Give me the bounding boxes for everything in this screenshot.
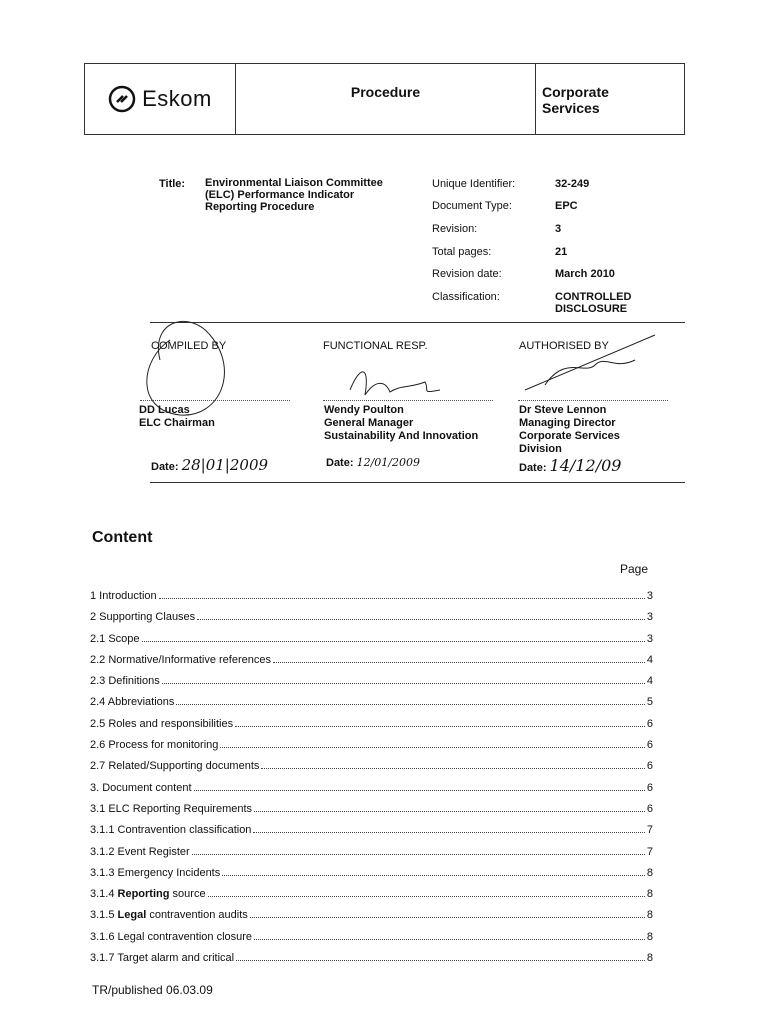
eskom-logo [85, 64, 236, 134]
toc-entry-page: 3 [646, 590, 653, 602]
authorised-role-1: Managing Director [519, 417, 616, 429]
toc-leader [194, 790, 645, 791]
toc-row[interactable] [90, 611, 653, 632]
compiled-date [151, 456, 268, 474]
compiled-role: ELC Chairman [139, 417, 215, 429]
functional-date-label: Date: [326, 457, 354, 469]
authorised-by-heading: AUTHORISED BY [519, 340, 609, 352]
meta-label-revision: Revision: [432, 223, 478, 235]
signature-scribble-authorised [515, 325, 665, 400]
authorised-date-label: Date: [519, 462, 547, 474]
toc-leader [142, 641, 645, 642]
toc-entry-text: 2.7 Related/Supporting documents [90, 760, 260, 773]
toc-leader [236, 960, 645, 961]
document-header [84, 63, 685, 135]
meta-label-classification: Classification: [432, 291, 500, 303]
authorised-date-value: 14/12/09 [549, 456, 622, 475]
toc-entry-page: 8 [646, 866, 653, 879]
toc-row[interactable] [90, 696, 653, 717]
toc-leader [192, 854, 645, 855]
division [536, 64, 684, 134]
toc-leader [254, 811, 645, 812]
toc-text-post: source [169, 888, 206, 901]
toc-row[interactable] [90, 909, 653, 930]
toc-leader [159, 598, 645, 599]
toc-leader [253, 832, 644, 833]
toc-entry-page: 7 [646, 845, 653, 858]
toc-entry-text: 3.1 ELC Reporting Requirements [90, 802, 253, 815]
toc-entry-page: 3 [646, 611, 653, 624]
document-type: Procedure [236, 64, 536, 134]
toc-row[interactable] [90, 675, 653, 696]
toc-entry-text: 2.2 Normative/Informative references [90, 653, 271, 666]
functional-date-value: 12/01/2009 [356, 456, 420, 469]
meta-label-revdate: Revision date: [432, 268, 502, 280]
functional-resp-heading: FUNCTIONAL RESP. [323, 340, 428, 352]
compiled-date-value: 28|01|2009 [181, 456, 269, 474]
title-line-1: Environmental Liaison Committee [205, 177, 383, 189]
toc-leader [220, 747, 644, 748]
toc-text-bold: Legal [117, 909, 147, 922]
toc-leader [162, 683, 645, 684]
toc-row[interactable] [90, 633, 653, 654]
toc-row[interactable] [90, 760, 653, 781]
toc-entry-page: 3 [646, 632, 653, 645]
toc-entry-page: 7 [646, 824, 653, 837]
toc-entry-page: 8 [646, 888, 653, 901]
toc-entry-page: 6 [646, 802, 653, 815]
toc-row[interactable] [90, 590, 653, 611]
toc-entry-text: 2.5 Roles and responsibilities [90, 717, 234, 730]
compiled-name: DD Lucas [139, 404, 190, 416]
toc-entry-text: 2.1 Scope [90, 632, 140, 645]
toc-entry-text: 2.6 Process for monitoring [90, 739, 219, 752]
toc-entry-text: 3. Document content [90, 781, 192, 794]
authorised-date [519, 456, 621, 475]
functional-role-2: Sustainability And Innovation [324, 430, 479, 442]
signature-line-authorised [518, 400, 668, 401]
signature-line-compiled [140, 400, 290, 401]
toc-row[interactable] [90, 888, 653, 909]
toc-row[interactable] [90, 803, 653, 824]
toc-row[interactable] [90, 931, 653, 952]
title-line-2: (ELC) Performance Indicator [205, 189, 355, 201]
meta-value-pages: 21 [555, 246, 568, 258]
toc-entry-text [90, 909, 248, 921]
content-heading: Content [92, 529, 153, 546]
toc-entry-page: 6 [646, 717, 653, 730]
toc-text-pre: 3.1.5 [90, 909, 118, 922]
toc-row[interactable] [90, 846, 653, 867]
meta-label-identifier: Unique Identifier: [432, 178, 516, 190]
toc-entry-text: 3.1.6 Legal contravention closure [90, 930, 253, 943]
authorised-signatory [519, 404, 620, 456]
toc-leader [208, 896, 645, 897]
toc-entry-page: 8 [646, 952, 653, 965]
toc-entry-page: 8 [646, 930, 653, 943]
table-of-contents [90, 590, 653, 973]
toc-row[interactable] [90, 824, 653, 845]
toc-entry-page: 6 [646, 760, 653, 773]
functional-date [326, 456, 420, 469]
toc-leader [261, 768, 644, 769]
document-title [205, 177, 420, 213]
toc-entry-text [90, 888, 206, 900]
toc-entry-text: 2.4 Abbreviations [90, 696, 175, 709]
authorised-name: Dr Steve Lennon [519, 404, 607, 416]
toc-entry-page: 5 [646, 696, 653, 709]
toc-row[interactable] [90, 718, 653, 739]
toc-entry-page: 6 [646, 781, 653, 794]
toc-entry-page: 8 [646, 909, 653, 922]
logo-text: Eskom [142, 86, 212, 111]
toc-entry-text: 3.1.1 Contravention classification [90, 824, 252, 837]
title-label: Title: [159, 178, 186, 190]
authorised-role-3: Division [519, 443, 562, 455]
functional-signatory [324, 404, 478, 443]
toc-entry-text: 3.1.2 Event Register [90, 845, 190, 858]
page-column-label: Page [620, 562, 649, 576]
toc-leader [197, 619, 645, 620]
meta-value-identifier: 32-249 [555, 178, 590, 190]
functional-role-1: General Manager [324, 417, 414, 429]
toc-leader [176, 704, 644, 705]
signature-line-functional [323, 400, 493, 401]
meta-value-revdate: March 2010 [555, 268, 615, 280]
toc-entry-page: 6 [646, 739, 653, 752]
division-line-1: Corporate [542, 84, 609, 100]
toc-text-bold: Reporting [117, 888, 170, 901]
toc-leader [235, 726, 645, 727]
toc-entry-text: 3.1.3 Emergency Incidents [90, 866, 221, 879]
toc-entry-page: 4 [646, 675, 653, 688]
toc-row[interactable] [90, 952, 653, 973]
toc-leader [254, 939, 645, 940]
toc-entry-text: 2 Supporting Clauses [90, 611, 196, 624]
meta-label-doctype: Document Type: [432, 200, 512, 212]
title-line-3: Reporting Procedure [205, 201, 315, 213]
signature-scribble-compiled [130, 300, 250, 420]
toc-entry-text: 2.3 Definitions [90, 675, 160, 688]
compiled-date-label: Date: [151, 461, 179, 473]
toc-row[interactable] [90, 739, 653, 760]
toc-row[interactable] [90, 867, 653, 888]
eskom-logo-icon [108, 85, 136, 113]
footer-text: TR/published 06.03.09 [92, 983, 213, 997]
compiled-by-heading: COMPILED BY [151, 340, 227, 352]
signature-scribble-functional [330, 360, 450, 405]
toc-leader [250, 917, 645, 918]
toc-row[interactable] [90, 654, 653, 675]
meta-value-revision: 3 [555, 223, 562, 235]
toc-leader [273, 662, 645, 663]
functional-name: Wendy Poulton [324, 404, 404, 416]
toc-leader [222, 875, 645, 876]
authorised-role-2: Corporate Services [519, 430, 620, 442]
toc-text-pre: 3.1.4 [90, 888, 118, 901]
compiled-signatory [139, 404, 215, 430]
meta-label-pages: Total pages: [432, 246, 492, 258]
toc-entry-text: 1 Introduction [90, 590, 157, 602]
meta-value-classification: CONTROLLED DISCLOSURE [555, 291, 632, 315]
toc-entry-page: 4 [646, 653, 653, 666]
toc-entry-text: 3.1.7 Target alarm and critical [90, 952, 235, 965]
toc-row[interactable] [90, 782, 653, 803]
toc-text-post: contravention audits [146, 909, 248, 922]
divider-bottom [150, 482, 685, 483]
division-line-2: Services [542, 100, 600, 116]
meta-value-doctype: EPC [555, 200, 578, 212]
